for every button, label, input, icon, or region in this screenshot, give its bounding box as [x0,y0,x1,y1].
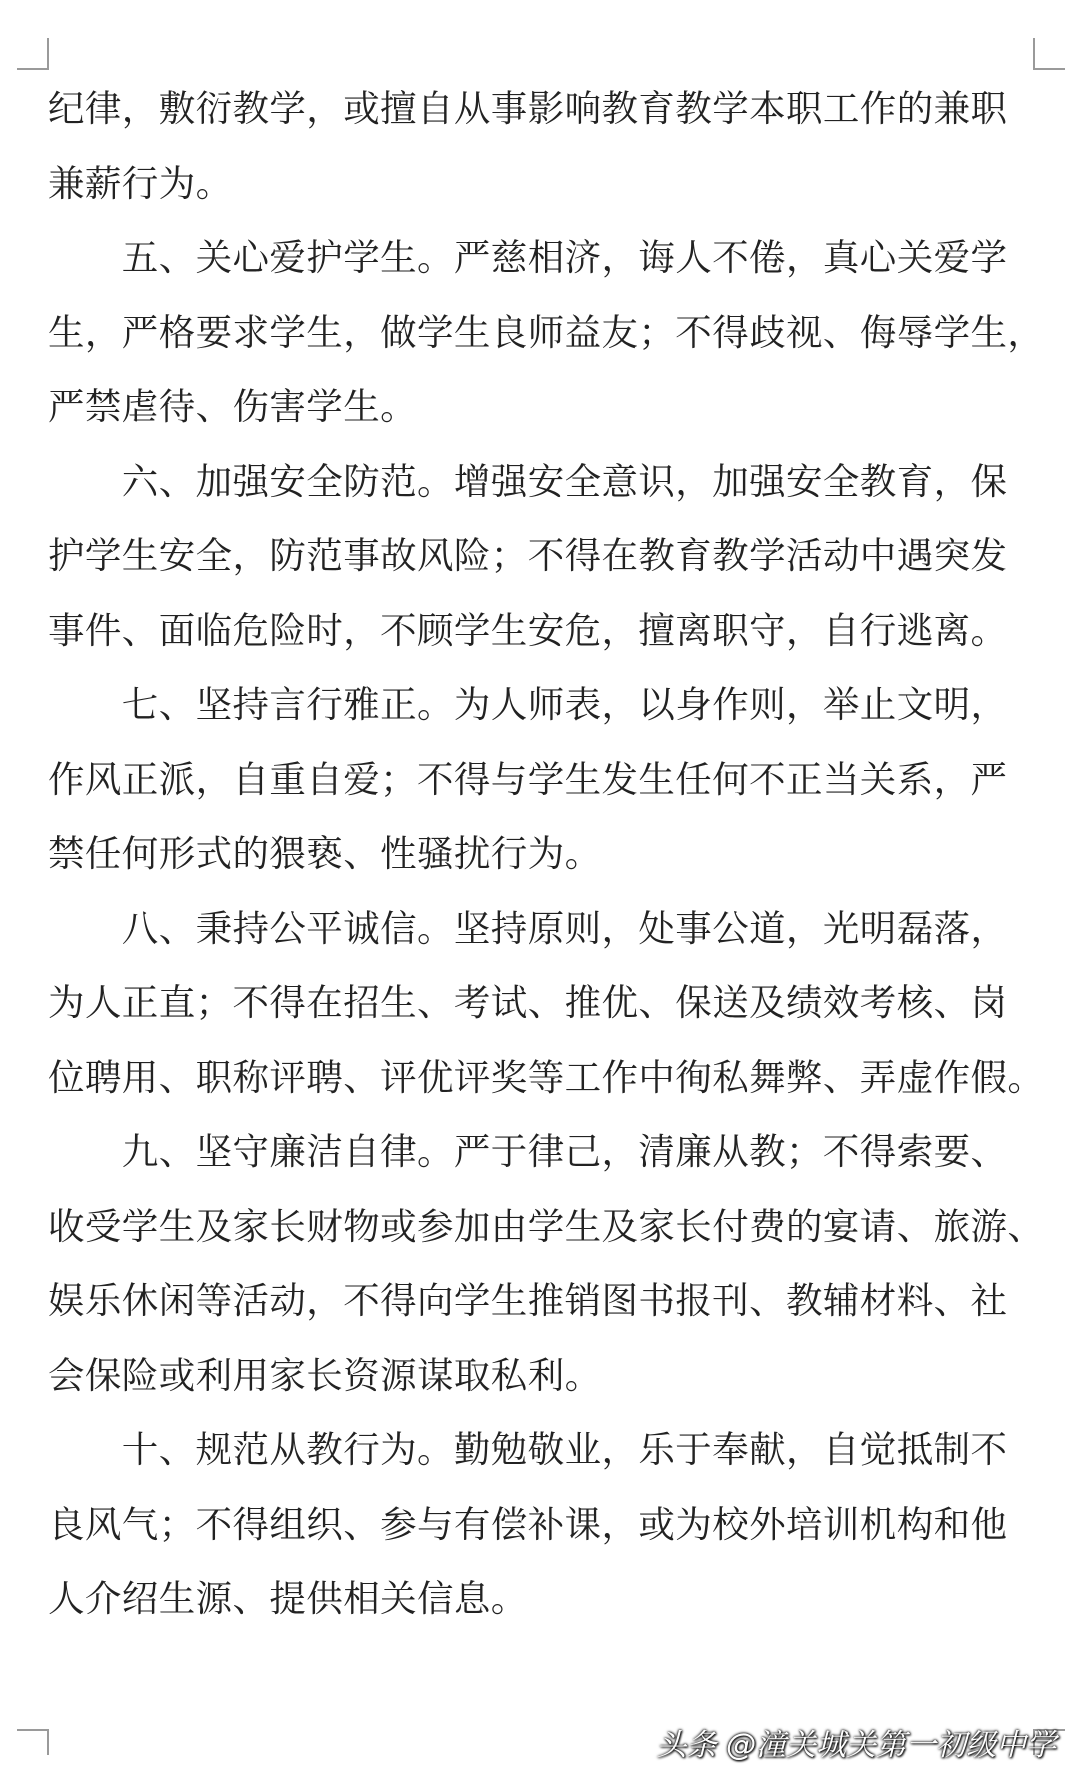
text-line: 九、坚守廉洁自律。严于律己，清廉从教；不得索要、 [48,1130,1008,1173]
text-line: 收受学生及家长财物或参加由学生及家长付费的宴请、旅游、 [48,1204,1045,1248]
text-line: 娱乐休闲等活动，不得向学生推销图书报刊、教辅材料、社 [48,1279,1008,1322]
crop-mark-top-left [17,38,49,70]
text-line: 会保险或利用家长资源谋取私利。 [48,1353,602,1397]
crop-mark-bottom-left [17,1729,49,1755]
text-line: 护学生安全，防范事故风险；不得在教育教学活动中遇突发 [48,534,1008,577]
text-line: 兼薪行为。 [48,161,233,205]
text-line: 五、关心爱护学生。严慈相济，诲人不倦，真心关爱学 [48,236,1008,279]
text-line: 七、坚持言行雅正。为人师表，以身作则，举止文明， [48,683,1008,726]
text-line: 人介绍生源、提供相关信息。 [48,1577,528,1620]
text-line: 作风正派，自重自爱；不得与学生发生任何不正当关系，严 [48,757,1008,801]
text-line: 为人正直；不得在招生、考试、推优、保送及绩效考核、岗 [48,981,1008,1024]
source-watermark: 头条 @潼关城关第一初级中学 [656,1728,1056,1763]
text-line: 严禁虐待、伤害学生。 [48,385,417,428]
text-line: 事件、面临危险时，不顾学生安危，擅离职守，自行逃离。 [48,608,1008,652]
crop-mark-top-right [1033,38,1065,70]
text-line: 生，严格要求学生，做学生良师益友；不得歧视、侮辱学生， [48,310,1045,354]
text-line: 十、规范从教行为。勤勉敬业，乐于奉献，自觉抵制不 [48,1428,1008,1471]
text-line: 八、秉持公平诚信。坚持原则，处事公道，光明磊落， [48,906,1008,950]
text-line: 六、加强安全防范。增强安全意识，加强安全教育，保 [48,459,1008,503]
document-body [48,72,1045,1637]
text-line: 良风气；不得组织、参与有偿补课，或为校外培训机构和他 [48,1502,1008,1546]
text-line: 位聘用、职称评聘、评优评奖等工作中徇私舞弊、弄虚作假。 [48,1055,1045,1099]
text-line: 禁任何形式的猥亵、性骚扰行为。 [48,832,602,875]
text-line: 纪律，敷衍教学，或擅自从事影响教育教学本职工作的兼职 [48,87,1008,130]
